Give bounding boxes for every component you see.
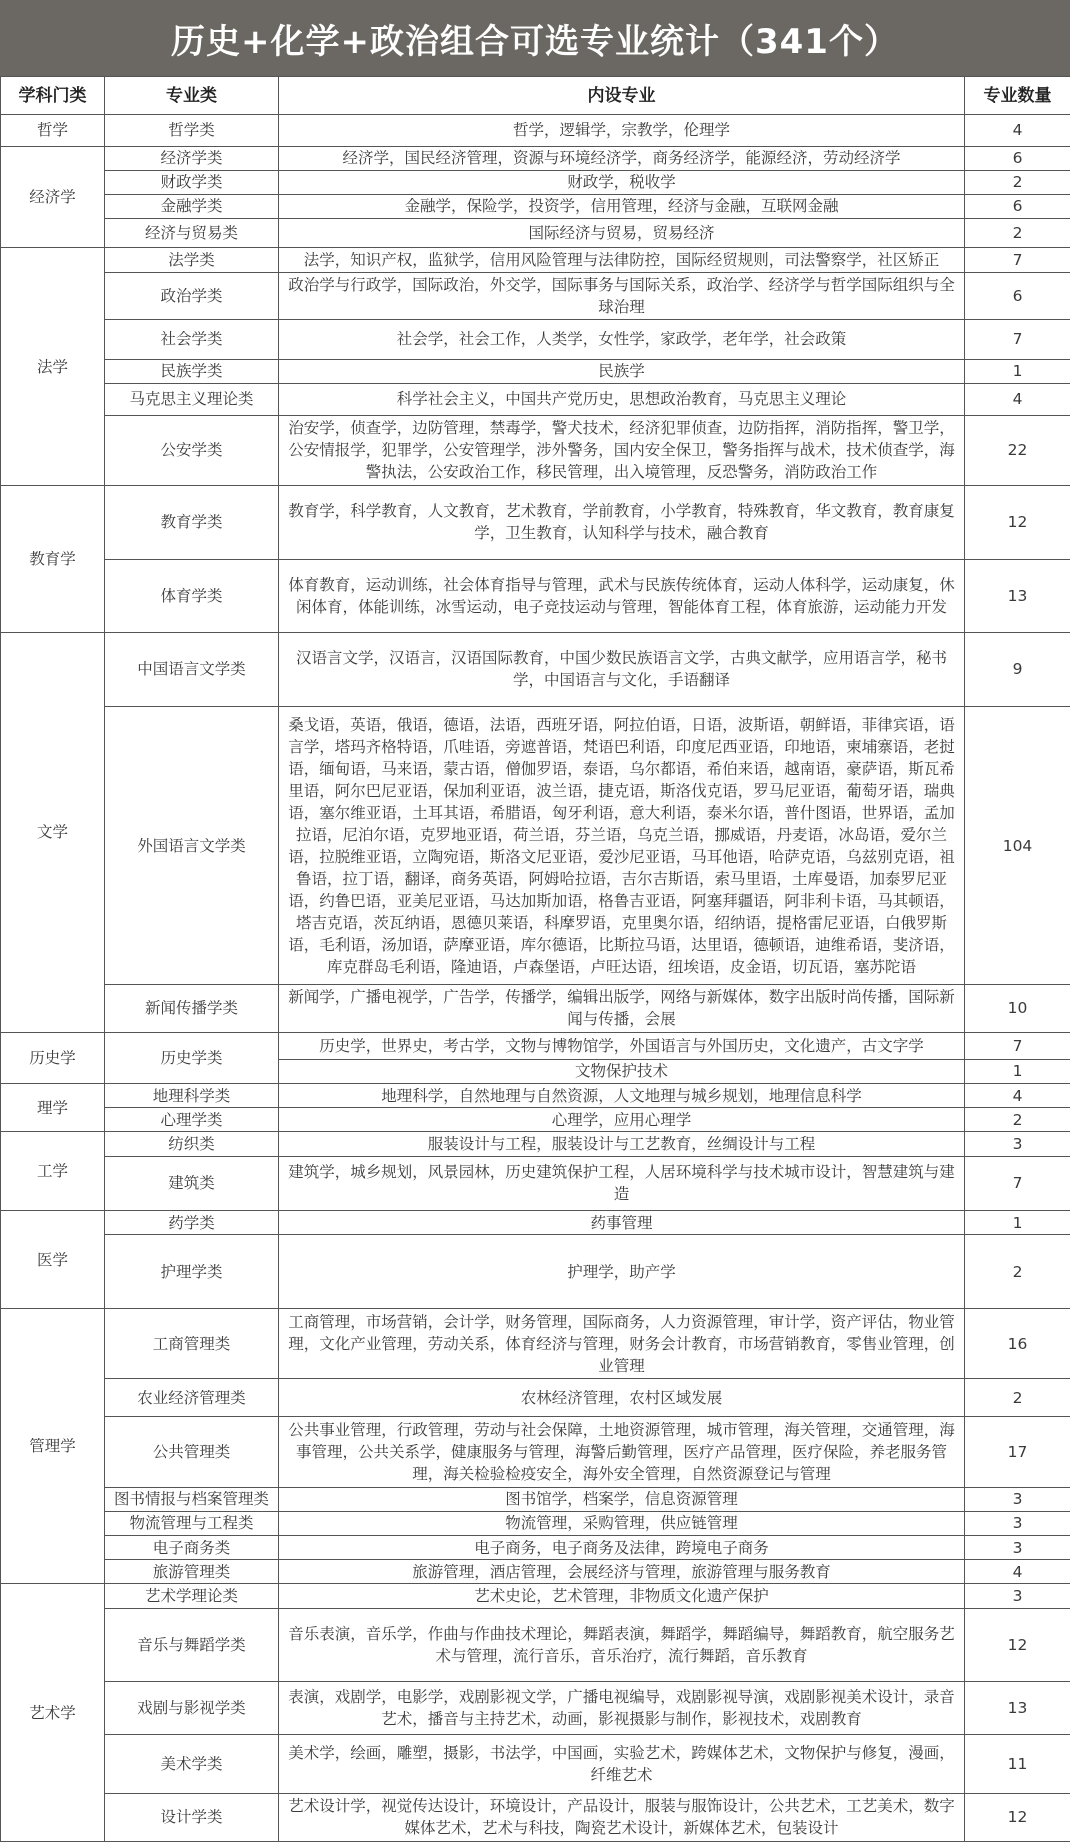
majors-cell: 音乐表演，音乐学，作曲与作曲技术理论，舞蹈表演，舞蹈学，舞蹈编导，舞蹈教育，航空服务艺术与管理，流行音乐，音乐治疗，流行舞蹈，音乐教育 <box>279 1608 965 1682</box>
count-cell: 6 <box>965 146 1070 170</box>
discipline-cell: 教育学 <box>1 486 105 633</box>
table-row <box>1 248 1070 272</box>
count-cell: 2 <box>965 170 1070 194</box>
count-cell: 2 <box>965 1379 1070 1417</box>
table-row <box>1 1536 1070 1560</box>
category-cell: 外国语言文学类 <box>105 706 279 985</box>
count-cell: 2 <box>965 1108 1070 1132</box>
table-row <box>1 1108 1070 1132</box>
count-cell: 10 <box>965 985 1070 1032</box>
category-cell: 纺织类 <box>105 1132 279 1156</box>
count-cell: 6 <box>965 194 1070 218</box>
category-cell: 金融学类 <box>105 194 279 218</box>
category-cell: 戏剧与影视学类 <box>105 1682 279 1735</box>
majors-cell: 历史学，世界史，考古学，文物与博物馆学，外国语言与外国历史，文化遗产，古文字学 <box>279 1032 965 1059</box>
count-cell: 1 <box>965 1211 1070 1235</box>
majors-cell: 治安学，侦查学，边防管理，禁毒学，警犬技术，经济犯罪侦查，边防指挥，消防指挥，警卫学，公安情报学，犯罪学，公安管理学，涉外警务，国内安全保卫，警务指挥与战术，技术侦查学，海警执法，公安政治工作，移民管理，出入境管理，反恐警务，消防政治工作 <box>279 415 965 485</box>
majors-cell: 美术学，绘画，雕塑，摄影，书法学，中国画，实验艺术，跨媒体艺术，文物保护与修复，漫画，纤维艺术 <box>279 1734 965 1793</box>
count-cell: 17 <box>965 1417 1070 1487</box>
table-row <box>1 1132 1070 1156</box>
majors-cell: 民族学 <box>279 359 965 383</box>
majors-table <box>0 76 1070 1842</box>
discipline-cell: 文学 <box>1 633 105 1032</box>
table-row <box>1 146 1070 170</box>
table-row <box>1 219 1070 248</box>
category-cell: 社会学类 <box>105 319 279 359</box>
majors-cell: 哲学，逻辑学，宗教学，伦理学 <box>279 115 965 147</box>
category-cell: 护理学类 <box>105 1235 279 1309</box>
header-discipline: 学科门类 <box>1 77 105 115</box>
category-cell: 新闻传播学类 <box>105 985 279 1032</box>
discipline-cell: 哲学 <box>1 115 105 147</box>
discipline-cell: 理学 <box>1 1084 105 1132</box>
category-cell: 艺术学理论类 <box>105 1584 279 1608</box>
count-cell: 1 <box>965 359 1070 383</box>
table-row <box>1 1682 1070 1735</box>
majors-cell: 财政学，税收学 <box>279 170 965 194</box>
discipline-cell: 艺术学 <box>1 1584 105 1842</box>
category-cell: 农业经济管理类 <box>105 1379 279 1417</box>
table-row <box>1 1379 1070 1417</box>
table-row <box>1 1608 1070 1682</box>
category-cell: 财政学类 <box>105 170 279 194</box>
count-cell: 4 <box>965 1084 1070 1108</box>
table-row <box>1 706 1070 985</box>
count-cell: 12 <box>965 1793 1070 1841</box>
majors-cell: 经济学，国民经济管理，资源与环境经济学，商务经济学，能源经济，劳动经济学 <box>279 146 965 170</box>
majors-cell: 农林经济管理，农村区域发展 <box>279 1379 965 1417</box>
count-cell: 3 <box>965 1584 1070 1608</box>
count-cell: 4 <box>965 115 1070 147</box>
category-cell: 哲学类 <box>105 115 279 147</box>
count-cell: 12 <box>965 1608 1070 1682</box>
count-cell: 4 <box>965 384 1070 416</box>
count-cell: 1 <box>965 1059 1070 1083</box>
majors-cell: 政治学与行政学，国际政治，外交学，国际事务与国际关系，政治学、经济学与哲学国际组织与全球治理 <box>279 272 965 319</box>
majors-cell: 艺术设计学，视觉传达设计，环境设计，产品设计，服装与服饰设计，公共艺术，工艺美术，数字媒体艺术，艺术与科技，陶瓷艺术设计，新媒体艺术，包装设计 <box>279 1793 965 1841</box>
category-cell: 经济与贸易类 <box>105 219 279 248</box>
header-row <box>1 77 1070 115</box>
count-cell: 7 <box>965 1156 1070 1211</box>
page-title: 历史+化学+政治组合可选专业统计（341个） <box>0 0 1070 76</box>
discipline-cell: 历史学 <box>1 1032 105 1084</box>
count-cell: 4 <box>965 1560 1070 1584</box>
table-row <box>1 1793 1070 1841</box>
majors-cell: 心理学，应用心理学 <box>279 1108 965 1132</box>
majors-cell: 建筑学，城乡规划，风景园林，历史建筑保护工程，人居环境科学与技术城市设计，智慧建筑与建造 <box>279 1156 965 1211</box>
table-row <box>1 1734 1070 1793</box>
majors-cell: 工商管理，市场营销，会计学，财务管理，国际商务，人力资源管理，审计学，资产评估，物业管理，文化产业管理，劳动关系，体育经济与管理，财务会计教育，市场营销教育，零售业管理，创业管理 <box>279 1309 965 1379</box>
count-cell: 6 <box>965 272 1070 319</box>
majors-cell: 新闻学，广播电视学，广告学，传播学，编辑出版学，网络与新媒体，数字出版时尚传播，国际新闻与传播，会展 <box>279 985 965 1032</box>
count-cell: 13 <box>965 559 1070 633</box>
majors-cell: 法学，知识产权，监狱学，信用风险管理与法律防控，国际经贸规则，司法警察学，社区矫正 <box>279 248 965 272</box>
discipline-cell: 法学 <box>1 248 105 486</box>
majors-cell: 物流管理，采购管理，供应链管理 <box>279 1511 965 1535</box>
category-cell: 心理学类 <box>105 1108 279 1132</box>
table-row <box>1 1211 1070 1235</box>
table-body <box>1 115 1070 1842</box>
majors-cell: 药事管理 <box>279 1211 965 1235</box>
category-cell: 图书情报与档案管理类 <box>105 1487 279 1511</box>
table-row <box>1 1417 1070 1487</box>
count-cell: 16 <box>965 1309 1070 1379</box>
discipline-cell: 医学 <box>1 1211 105 1309</box>
header-count: 专业数量 <box>965 77 1070 115</box>
count-cell: 7 <box>965 248 1070 272</box>
majors-cell: 汉语言文学，汉语言，汉语国际教育，中国少数民族语言文学，古典文献学，应用语言学，秘书学，中国语言与文化，手语翻译 <box>279 633 965 707</box>
discipline-cell: 工学 <box>1 1132 105 1211</box>
category-cell: 物流管理与工程类 <box>105 1511 279 1535</box>
count-cell: 3 <box>965 1511 1070 1535</box>
header-majors: 内设专业 <box>279 77 965 115</box>
count-cell: 2 <box>965 1235 1070 1309</box>
majors-cell: 地理科学，自然地理与自然资源，人文地理与城乡规划，地理信息科学 <box>279 1084 965 1108</box>
majors-cell: 社会学，社会工作，人类学，女性学，家政学，老年学，社会政策 <box>279 319 965 359</box>
category-cell: 经济学类 <box>105 146 279 170</box>
category-cell: 政治学类 <box>105 272 279 319</box>
majors-cell: 桑戈语，英语，俄语，德语，法语，西班牙语，阿拉伯语，日语，波斯语，朝鲜语，菲律宾语，语言学，塔玛齐格特语，爪哇语，旁遮普语，梵语巴利语，印度尼西亚语，印地语，柬埔寨语，老挝语，缅甸语，马来语，蒙古语，僧伽罗语，泰语，乌尔都语，希伯来语，越南语，豪萨语，斯瓦希里语，阿尔巴尼亚语，保加利亚语，波兰语，捷克语，斯洛伐克语，罗马尼亚语，葡萄牙语，瑞典语，塞尔维亚语，土耳其语，希腊语，匈牙利语，意大利语，泰米尔语，普什图语，世界语，孟加拉语，尼泊尔语，克罗地亚语，荷兰语，芬兰语，乌克兰语，挪威语，丹麦语，冰岛语，爱尔兰语，拉脱维亚语，立陶宛语，斯洛文尼亚语，爱沙尼亚语，马耳他语，哈萨克语，乌兹别克语，祖鲁语，拉丁语，翻译，商务英语，阿姆哈拉语，吉尔吉斯语，索马里语，土库曼语，加泰罗尼亚语，约鲁巴语，亚美尼亚语，马达加斯加语，格鲁吉亚语，阿塞拜疆语，阿非利卡语，马其顿语，塔吉克语，茨瓦纳语，恩德贝莱语，科摩罗语，克里奥尔语，绍纳语，提格雷尼亚语，白俄罗斯语，毛利语，汤加语，萨摩亚语，库尔德语，比斯拉马语，达里语，德顿语，迪维希语，斐济语，库克群岛毛利语，隆迪语，卢森堡语，卢旺达语，纽埃语，皮金语，切瓦语，塞苏陀语 <box>279 706 965 985</box>
table-row <box>1 985 1070 1032</box>
table-row <box>1 384 1070 416</box>
category-cell: 工商管理类 <box>105 1309 279 1379</box>
category-cell: 法学类 <box>105 248 279 272</box>
majors-cell: 科学社会主义，中国共产党历史，思想政治教育，马克思主义理论 <box>279 384 965 416</box>
majors-cell: 图书馆学，档案学，信息资源管理 <box>279 1487 965 1511</box>
category-cell: 体育学类 <box>105 559 279 633</box>
count-cell: 7 <box>965 319 1070 359</box>
majors-cell: 金融学，保险学，投资学，信用管理，经济与金融，互联网金融 <box>279 194 965 218</box>
category-cell: 地理科学类 <box>105 1084 279 1108</box>
category-cell: 公共管理类 <box>105 1417 279 1487</box>
table-row <box>1 1511 1070 1535</box>
discipline-cell: 管理学 <box>1 1309 105 1584</box>
category-cell: 电子商务类 <box>105 1536 279 1560</box>
count-cell: 11 <box>965 1734 1070 1793</box>
majors-cell: 服装设计与工程，服装设计与工艺教育，丝绸设计与工程 <box>279 1132 965 1156</box>
majors-cell: 电子商务，电子商务及法律，跨境电子商务 <box>279 1536 965 1560</box>
category-cell: 马克思主义理论类 <box>105 384 279 416</box>
majors-cell: 文物保护技术 <box>279 1059 965 1083</box>
category-cell: 教育学类 <box>105 486 279 560</box>
category-cell: 公安学类 <box>105 415 279 485</box>
table-row <box>1 1487 1070 1511</box>
majors-cell: 艺术史论，艺术管理，非物质文化遗产保护 <box>279 1584 965 1608</box>
count-cell: 9 <box>965 633 1070 707</box>
table-row <box>1 1560 1070 1584</box>
table-row <box>1 170 1070 194</box>
table-row <box>1 1235 1070 1309</box>
count-cell: 7 <box>965 1032 1070 1059</box>
count-cell: 104 <box>965 706 1070 985</box>
table-row <box>1 1156 1070 1211</box>
table-row <box>1 359 1070 383</box>
majors-cell: 护理学，助产学 <box>279 1235 965 1309</box>
table-row <box>1 115 1070 147</box>
table-row <box>1 272 1070 319</box>
majors-cell: 表演，戏剧学，电影学，戏剧影视文学，广播电视编导，戏剧影视导演，戏剧影视美术设计，录音艺术，播音与主持艺术，动画，影视摄影与制作，影视技术，戏剧教育 <box>279 1682 965 1735</box>
discipline-cell: 经济学 <box>1 146 105 248</box>
category-cell: 音乐与舞蹈学类 <box>105 1608 279 1682</box>
table-row <box>1 1032 1070 1059</box>
table-row <box>1 1309 1070 1379</box>
category-cell: 民族学类 <box>105 359 279 383</box>
count-cell: 22 <box>965 415 1070 485</box>
count-cell: 3 <box>965 1536 1070 1560</box>
majors-cell: 旅游管理，酒店管理，会展经济与管理，旅游管理与服务教育 <box>279 1560 965 1584</box>
majors-cell: 体育教育，运动训练，社会体育指导与管理，武术与民族传统体育，运动人体科学，运动康复，休闲体育，体能训练，冰雪运动，电子竞技运动与管理，智能体育工程，体育旅游，运动能力开发 <box>279 559 965 633</box>
majors-cell: 国际经济与贸易，贸易经济 <box>279 219 965 248</box>
category-cell: 旅游管理类 <box>105 1560 279 1584</box>
header-category: 专业类 <box>105 77 279 115</box>
table-row <box>1 319 1070 359</box>
category-cell: 药学类 <box>105 1211 279 1235</box>
category-cell: 设计学类 <box>105 1793 279 1841</box>
category-cell: 历史学类 <box>105 1032 279 1084</box>
count-cell: 13 <box>965 1682 1070 1735</box>
count-cell: 3 <box>965 1487 1070 1511</box>
majors-cell: 教育学，科学教育，人文教育，艺术教育，学前教育，小学教育，特殊教育，华文教育，教育康复学，卫生教育，认知科学与技术，融合教育 <box>279 486 965 560</box>
table-row <box>1 1084 1070 1108</box>
table-row <box>1 194 1070 218</box>
table-row <box>1 415 1070 485</box>
category-cell: 建筑类 <box>105 1156 279 1211</box>
table-row <box>1 559 1070 633</box>
majors-cell: 公共事业管理，行政管理，劳动与社会保障，土地资源管理，城市管理，海关管理，交通管理，海事管理，公共关系学，健康服务与管理，海警后勤管理，医疗产品管理，医疗保险，养老服务管理，海关检验检疫安全，海外安全管理，自然资源登记与管理 <box>279 1417 965 1487</box>
category-cell: 中国语言文学类 <box>105 633 279 707</box>
category-cell: 美术学类 <box>105 1734 279 1793</box>
count-cell: 3 <box>965 1132 1070 1156</box>
table-row <box>1 1584 1070 1608</box>
table-row <box>1 486 1070 560</box>
table-row <box>1 633 1070 707</box>
count-cell: 12 <box>965 486 1070 560</box>
count-cell: 2 <box>965 219 1070 248</box>
